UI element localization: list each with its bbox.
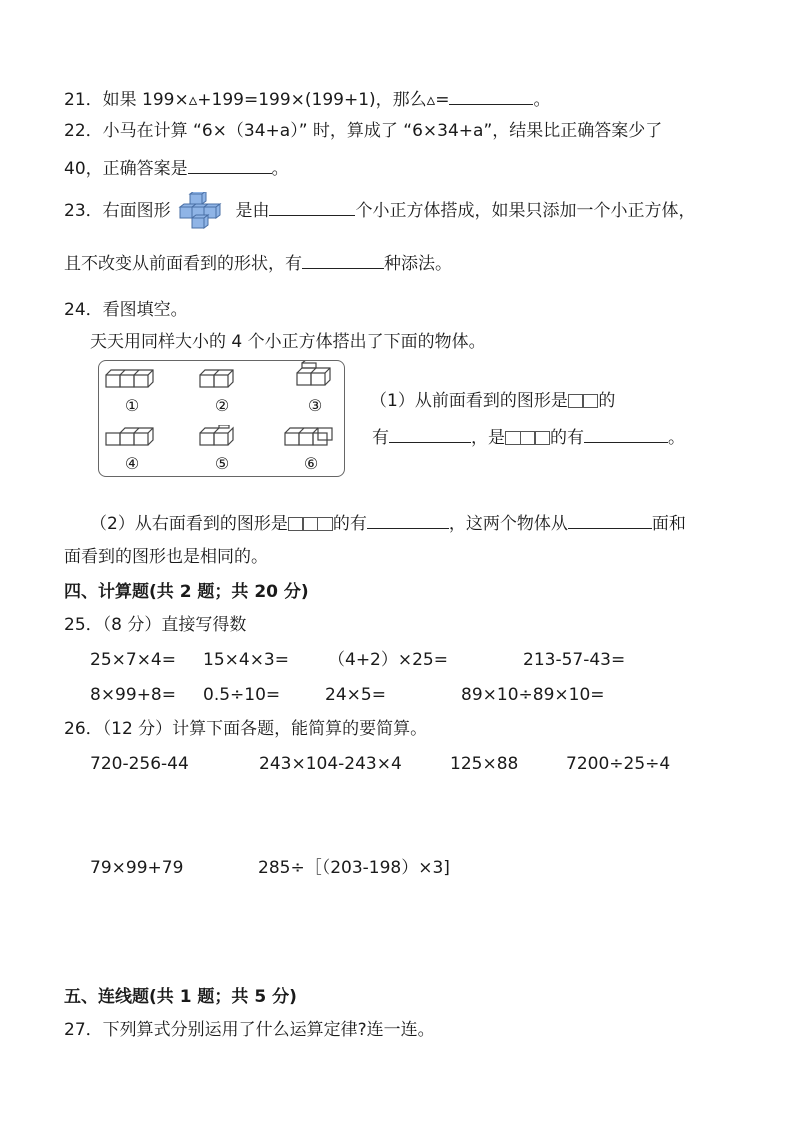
- q24-part1-line1: [370, 389, 615, 415]
- figure-1-label: ①: [124, 396, 140, 415]
- q24-p1e: 的有: [550, 428, 584, 448]
- q24-blank-3[interactable]: [367, 510, 449, 529]
- q24-part2-line2: 面看到的图形也是相同的。: [64, 547, 268, 567]
- q22-blank[interactable]: [188, 155, 272, 174]
- figures-panel: [98, 360, 345, 477]
- q25-item-8: 89×10÷89×10=: [461, 685, 605, 705]
- q24-blank-1[interactable]: [389, 424, 471, 443]
- two-square-shape-icon: [568, 391, 599, 415]
- question-23-line1: [64, 192, 695, 230]
- q24-p1d: ，是: [471, 428, 505, 448]
- q23-mid: 是由: [235, 201, 270, 221]
- q24-blank-4[interactable]: [568, 510, 652, 529]
- question-26-title: 26．（12 分）计算下面各题，能简算的要简算。: [64, 719, 428, 739]
- section-4-heading: 四、计算题(共 2 题；共 20 分): [64, 582, 309, 602]
- figure-5-cubes-icon: [192, 425, 252, 447]
- question-25-title: 25．（8 分）直接写得数: [64, 615, 247, 635]
- three-square-shape-icon: [505, 428, 550, 452]
- q25-item-1: 25×7×4=: [90, 650, 176, 670]
- q25-item-4: 213-57-43=: [523, 650, 626, 670]
- q21-end: 。: [533, 90, 551, 110]
- figure-2-cubes-icon: [192, 367, 252, 389]
- q24-p1c: 有: [372, 428, 389, 448]
- q24-p2b: 的有: [332, 514, 367, 534]
- q24-p2a: （2）从右面看到的图形是: [90, 514, 288, 534]
- figure-3-cubes-icon: [285, 361, 345, 389]
- q26-item-1: 720-256-44: [90, 754, 189, 774]
- q26-item-2: 243×104-243×4: [259, 754, 402, 774]
- q25-item-2: 15×4×3=: [203, 650, 289, 670]
- q25-item-7: 24×5=: [325, 685, 386, 705]
- figure-6-cubes-icon: [281, 425, 341, 447]
- figure-2-label: ②: [214, 396, 230, 415]
- question-22-line2: [64, 155, 289, 181]
- q23-post: 个小正方体搭成，如果只添加一个小正方体，: [355, 201, 696, 221]
- q24-part2-line1: [90, 510, 686, 538]
- figure-6: [281, 425, 341, 473]
- q24-p1b: 的: [598, 391, 616, 411]
- q25-item-6: 0.5÷10=: [203, 685, 281, 705]
- figure-1: [102, 367, 162, 415]
- figure-3-label: ③: [307, 396, 323, 415]
- q23-line2b: 种添法。: [384, 254, 452, 274]
- figure-6-label: ⑥: [303, 454, 319, 473]
- q21-text: 21．如果 199×▵+199=199×(199+1)，那么▵=: [64, 90, 450, 110]
- question-27: 27．下列算式分别运用了什么运算定律?连一连。: [64, 1020, 435, 1040]
- q23-blank-2[interactable]: [302, 250, 384, 269]
- question-24-intro: 天天用同样大小的 4 个小正方体搭出了下面的物体。: [90, 332, 486, 352]
- q21-blank[interactable]: [449, 86, 533, 105]
- q25-item-3: （4+2）×25=: [328, 650, 448, 670]
- figure-5-label: ⑤: [214, 454, 230, 473]
- q26-item-5: 79×99+79: [90, 858, 184, 878]
- q22-end: 。: [271, 159, 289, 179]
- figure-2: [192, 367, 252, 415]
- q26-item-6: 285÷［（203-198）×3]: [258, 858, 450, 878]
- q24-blank-2[interactable]: [584, 424, 668, 443]
- q24-p1f: 。: [668, 428, 685, 448]
- figure-1-cubes-icon: [102, 367, 162, 389]
- question-21: [64, 86, 550, 112]
- question-22-line1: 22．小马在计算 “6×（34+a）” 时，算成了 “6×34+a”，结果比正确答案少了: [64, 121, 663, 141]
- figure-4-cubes-icon: [102, 425, 162, 447]
- figure-4: [102, 425, 162, 473]
- q24-part1-line2: [372, 424, 685, 452]
- question-23-line2: [64, 250, 452, 276]
- q26-item-3: 125×88: [450, 754, 519, 774]
- three-square-shape-icon: [288, 514, 333, 538]
- figure-3: [285, 361, 345, 415]
- figure-5: [192, 425, 252, 473]
- q23-blank-1[interactable]: [269, 197, 355, 216]
- q22-text: 40，正确答案是: [64, 159, 188, 179]
- q24-p2c: ，这两个物体从: [448, 514, 568, 534]
- q24-p1a: （1）从前面看到的图形是: [370, 391, 568, 411]
- q23-line2a: 且不改变从前面看到的形状，有: [64, 254, 302, 274]
- section-5-heading: 五、连线题(共 1 题；共 5 分): [64, 987, 297, 1007]
- q25-item-5: 8×99+8=: [90, 685, 176, 705]
- figure-4-label: ④: [124, 454, 140, 473]
- question-24-title: 24．看图填空。: [64, 300, 188, 320]
- q24-p2d: 面和: [651, 514, 686, 534]
- cube-figure-icon: [176, 192, 230, 230]
- q26-item-4: 7200÷25÷4: [566, 754, 671, 774]
- q23-pre: 23．右面图形: [64, 201, 171, 221]
